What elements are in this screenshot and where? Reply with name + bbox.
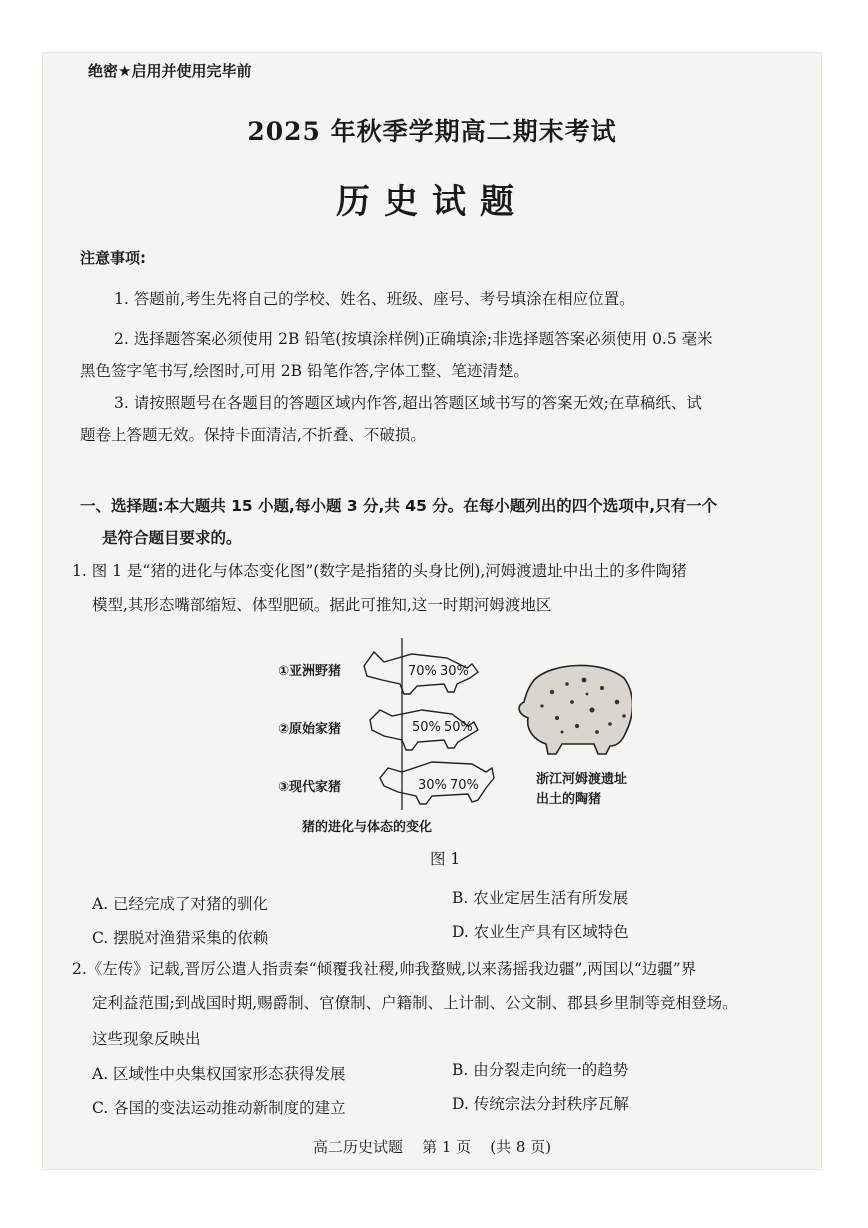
- exam-paper: [42, 52, 822, 1170]
- q2-option-a: A. 区域性中央集权国家形态获得发展: [92, 1065, 346, 1083]
- q1-option-c: C. 摆脱对渔猎采集的依赖: [92, 929, 269, 947]
- pottery-caption-line2: 出土的陶猪: [536, 792, 602, 807]
- section-heading-cont: 是符合题目要求的。: [102, 529, 242, 547]
- question-2-stem: 2.《左传》记载,晋厉公遣人指责秦“倾覆我社稷,帅我蝥贼,以来荡摇我边疆”,两国以“边疆”界: [72, 960, 697, 978]
- notice-item-3-cont: 题卷上答题无效。保持卡面清洁,不折叠、不破损。: [80, 426, 426, 444]
- figure-label-primitive-pig: ②原始家猪: [278, 722, 342, 737]
- figure-number: 图 1: [430, 850, 461, 868]
- pottery-caption-line1: 浙江河姆渡遗址: [536, 772, 628, 787]
- question-1-stem: 1. 图 1 是“猪的进化与体态变化图”(数字是指猪的头身比例),河姆渡遗址中出土的多件陶猪: [72, 562, 687, 580]
- figure-caption: 猪的进化与体态的变化: [302, 820, 433, 835]
- question-1-stem-cont: 模型,其形态嘴部缩短、体型肥硕。据此可推知,这一时期河姆渡地区: [92, 596, 552, 614]
- notice-item-1: 1. 答题前,考生先将自己的学校、姓名、班级、座号、考号填涂在相应位置。: [114, 290, 635, 308]
- footer-page: 第 1 页: [422, 1138, 472, 1156]
- q1-option-a: A. 已经完成了对猪的驯化: [92, 895, 269, 913]
- subject-title: 历史试题: [336, 182, 528, 222]
- figure-label-modern-pig: ③现代家猪: [278, 780, 342, 795]
- figure-label-wild-boar: ①亚洲野猪: [278, 664, 342, 679]
- confidential-mark: 绝密★启用并使用完毕前: [88, 62, 252, 80]
- q2-option-d: D. 传统宗法分封秩序瓦解: [452, 1095, 629, 1113]
- exam-title: 2025 年秋季学期高二期末考试: [247, 117, 617, 146]
- q1-option-b: B. 农业定居生活有所发展: [452, 889, 629, 907]
- wild-boar-head-ratio: 70%: [408, 664, 437, 679]
- primitive-pig-body-ratio: 50%: [444, 720, 473, 735]
- section-heading: 一、选择题:本大题共 15 小题,每小题 3 分,共 45 分。在每小题列出的四个选项中,只有一个: [80, 497, 718, 515]
- q1-option-d: D. 农业生产具有区域特色: [452, 923, 629, 941]
- q2-option-c: C. 各国的变法运动推动新制度的建立: [92, 1099, 346, 1117]
- wild-boar-body-ratio: 30%: [440, 664, 469, 679]
- question-2-stem-end: 这些现象反映出: [92, 1030, 201, 1048]
- primitive-pig-head-ratio: 50%: [412, 720, 441, 735]
- footer-subject: 高二历史试题: [312, 1138, 403, 1156]
- notice-item-2-cont: 黑色签字笔书写,绘图时,可用 2B 铅笔作答,字体工整、笔迹清楚。: [80, 362, 529, 380]
- notice-item-2: 2. 选择题答案必须使用 2B 铅笔(按填涂样例)正确填涂;非选择题答案必须使用 0.5 毫米: [114, 330, 713, 348]
- notice-heading: 注意事项:: [80, 249, 146, 267]
- page-footer: [42, 1136, 822, 1157]
- figure-1: [272, 632, 632, 835]
- q2-option-b: B. 由分裂走向统一的趋势: [452, 1061, 629, 1079]
- footer-total: (共 8 页): [490, 1138, 552, 1156]
- notice-item-3: 3. 请按照题号在各题目的答题区域内作答,超出答题区域书写的答案无效;在草稿纸、试: [114, 394, 702, 412]
- question-2-stem-cont: 定利益范围;到战国时期,赐爵制、官僚制、户籍制、上计制、公文制、郡县乡里制等竞相登场。: [92, 994, 738, 1012]
- pottery-pig-image: [519, 665, 632, 754]
- modern-pig-body-ratio: 70%: [450, 778, 479, 793]
- modern-pig-head-ratio: 30%: [418, 778, 447, 793]
